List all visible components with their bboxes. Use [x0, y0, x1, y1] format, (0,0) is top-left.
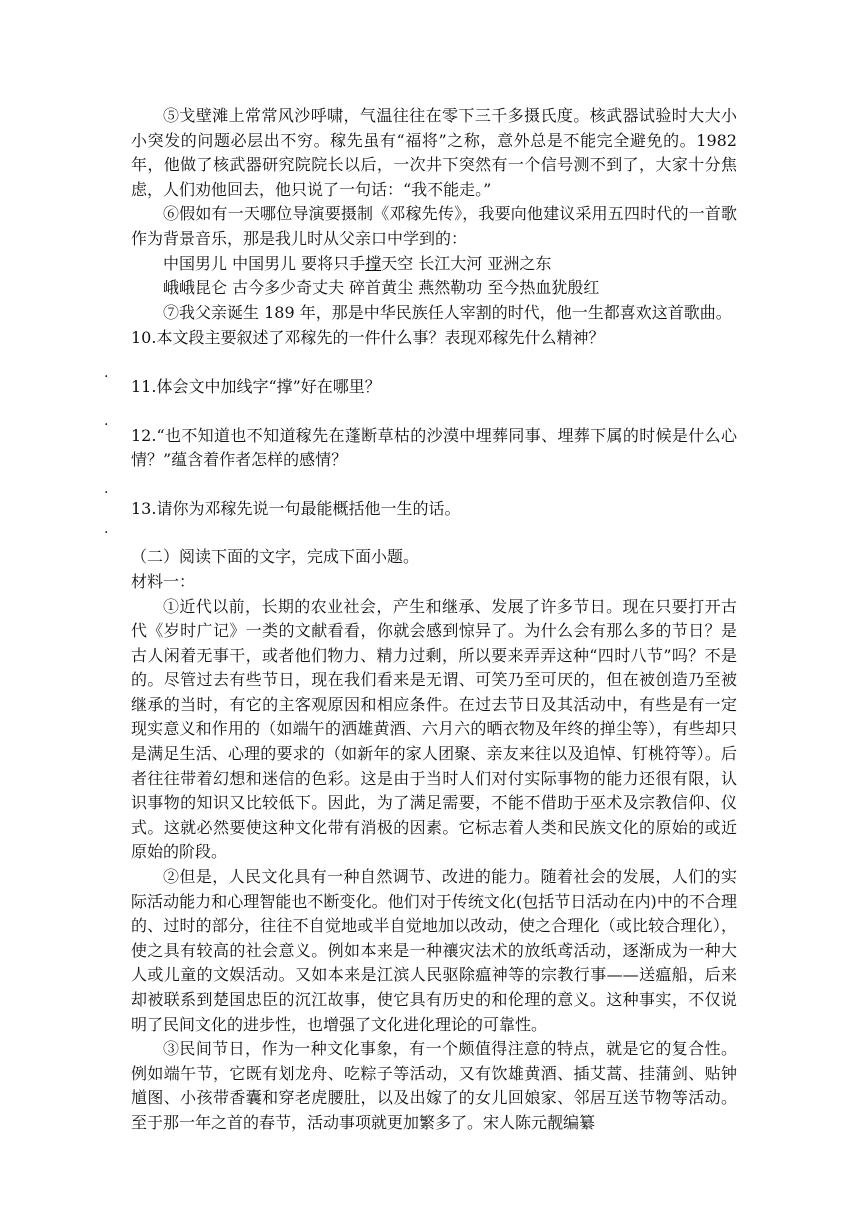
question-12: 12.“也不知道也不知道稼先在蓬断草枯的沙漠中埋葬同事、埋葬下属的时候是什么心情？”蕴含着作者怎样的感情？: [131, 425, 737, 470]
song-line-1-part-a: 中国男儿 中国男儿 要将只手: [163, 253, 366, 273]
answer-marker-11: .: [104, 413, 109, 429]
song-line-1-part-b: 天空 长江大河 亚洲之东: [381, 253, 552, 273]
material-label: 材料一：: [131, 571, 196, 591]
answer-blank-13: [131, 521, 737, 545]
underlined-word: 撑: [365, 253, 382, 273]
song-line-1: [131, 252, 737, 277]
answer-blank-10: [131, 351, 737, 375]
answer-marker-10: .: [104, 365, 109, 381]
paragraph-5: ⑤戈壁滩上常常风沙呼啸，气温往往在零下三千多摄氏度。核武器试验时大大小小突发的问题必层出不穷。稼先虽有“福将”之称，意外总是不能完全避免的。1982 年，他做了核武器研究院院长以后，一次井下突然有一个信号测不到了，大家十分焦虑，人们劝他回去，他只说了一句话：“我不能走。”: [131, 106, 737, 199]
answer-marker-12: .: [104, 481, 109, 497]
material-paragraph-3: ③民间节日，作为一种文化事象，有一个颇值得注意的特点，就是它的复合性。例如端午节，它既有划龙舟、吃粽子等活动，又有饮雄黄酒、插艾蒿、挂蒲剑、贴钟馗图、小孩带香囊和穿老虎腰肚，以及出嫁了的女儿回娘家、邻居互送节物等活动。至于那一年之首的春节，活动事项就更加繁多了。宋人陈元靓编纂: [131, 1039, 737, 1132]
section-heading: （二）阅读下面的文字，完成下面小题。: [131, 547, 420, 567]
answer-blank-11: [131, 400, 737, 424]
document-content: [131, 104, 737, 1136]
answer-blank-12: [131, 473, 737, 497]
question-13: 13.请你为邓稼先说一句最能概括他一生的话。: [131, 498, 461, 518]
question-11: 11.体会文中加线字“撑”好在哪里？: [131, 376, 381, 396]
song-line-2: 峨峨昆仑 古今多少奇丈夫 碎首黄尘 燕然勒功 至今热血犹殷红: [163, 278, 600, 298]
paragraph-6: ⑥假如有一天哪位导演要摄制《邓稼先传》，我要向他建议采用五四时代的一首歌作为背景音乐，那是我儿时从父亲口中学到的：: [131, 204, 737, 248]
material-paragraph-1: ①近代以前，长期的农业社会，产生和继承、发展了许多节日。现在只要打开古代《岁时广记》一类的文献看看，你就会感到惊异了。为什么会有那么多的节日？是古人闲着无事干，或者他们物力、精力过剩，所以要来弄弄这种“四时八节”吗？不是的。尽管过去有些节日，现在我们看来是无谓、可笑乃至可厌的，但在被创造乃至被继承的当时，有它的主客观原因和相应条件。在过去节日及其活动中，有些是有一定现实意义和作用的（如端午的洒雄黄酒、六月六的晒衣物及年终的掸尘等），有些却只是满足生活、心理的要求的（如新年的家人团聚、亲友来往以及追悼、钉桃符等）。后者往往带着幻想和迷信的色彩。这是由于当时人们对付实际事物的能力还很有限，认识事物的知识又比较低下。因此，为了满足需要，不能不借助于巫术及宗教信仰、仪式。这就必然要使这种文化带有消极的因素。它标志着人类和民族文化的原始的或近原始的阶段。: [131, 596, 737, 862]
answer-marker-13: .: [104, 521, 109, 537]
material-paragraph-2: ②但是，人民文化具有一种自然调节、改进的能力。随着社会的发展，人们的实际活动能力和心理智能也不断变化。他们对于传统文化(包括节日活动在内)中的不合理的、过时的部分，往往不自觉地或半自觉地加以改动，使之合理化（或比较合理化），使之具有较高的社会意义。例如本来是一种禳灾法术的放纸鸢活动，逐渐成为一种大人或儿童的文娱活动。又如本来是江滨人民驱除瘟神等的宗教行事——送瘟船，后来却被联系到楚国忠臣的沉江故事，使它具有历史的和伦理的意义。这种事实，不仅说明了民间文化的进步性，也增强了文化进化理论的可靠性。: [131, 867, 737, 1034]
paragraph-7: ⑦我父亲诞生 189 年，那是中华民族任人宰割的时代，他一生都喜欢这首歌曲。: [163, 302, 732, 322]
question-10: 10.本文段主要叙述了邓稼先的一件什么事？表现邓稼先什么精神？: [131, 328, 605, 348]
